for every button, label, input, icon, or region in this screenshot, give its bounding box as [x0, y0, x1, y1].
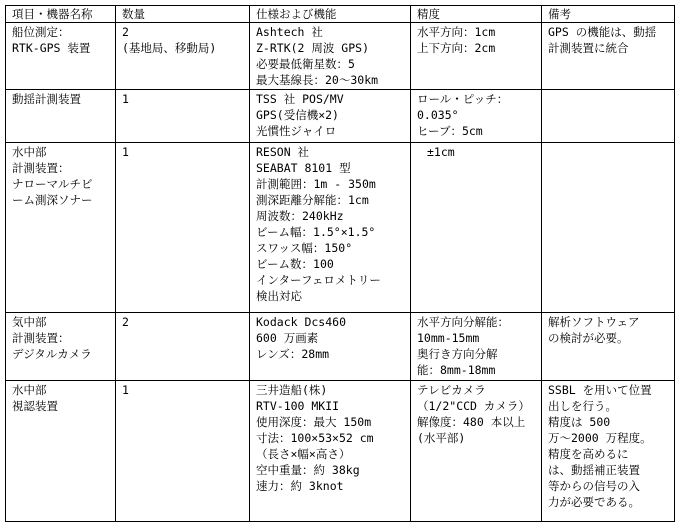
cell-item	[6, 23, 116, 90]
cell-line: インターフェロメトリー	[256, 273, 381, 287]
table-header-row	[6, 6, 675, 23]
cell-line: 光慣性ジャイロ	[256, 124, 337, 138]
cell-line: 気中部	[12, 315, 47, 329]
cell-line: 水平方向分解能：	[417, 315, 509, 329]
cell-line: （1/2"CCD カメラ）	[417, 399, 530, 413]
cell-quantity	[116, 143, 250, 313]
cell-line: ーム測深ソナー	[12, 193, 93, 207]
cell-line: Ashtech 社	[256, 25, 323, 39]
cell-line: 必要最低衛星数：5	[256, 57, 355, 71]
cell-line: 水平方向：1cm	[417, 25, 496, 39]
table-row-motion-sensor	[6, 90, 675, 143]
cell-line: 使用深度：最大 150m	[256, 415, 372, 429]
cell-line: 計測装置：	[12, 161, 70, 175]
cell-accuracy	[411, 143, 542, 313]
cell-spec	[250, 23, 411, 90]
header-quantity: 数量	[116, 6, 250, 23]
cell-line: ビーム数：100	[256, 257, 334, 271]
cell-line: 水中部	[12, 145, 47, 159]
cell-line: ヒーブ：5cm	[417, 124, 483, 138]
cell-line: RESON 社	[256, 145, 310, 159]
cell-item	[6, 143, 116, 313]
cell-quantity	[116, 313, 250, 381]
cell-line: 上下方向：2cm	[417, 41, 496, 55]
cell-line: (基地局、移動局)	[122, 41, 217, 55]
cell-notes	[542, 90, 675, 143]
cell-line: 計測装置に統合	[548, 41, 629, 55]
cell-line: RTV-100 MKII	[256, 399, 340, 413]
cell-line: 1	[122, 145, 129, 159]
cell-line: ビーム幅：1.5°×1.5°	[256, 225, 376, 239]
cell-accuracy	[411, 381, 542, 522]
cell-spec	[250, 313, 411, 381]
header-accuracy: 精度	[411, 6, 542, 23]
cell-line: 精度は 500	[548, 415, 611, 429]
cell-line: RTK-GPS 装置	[12, 41, 91, 55]
header-spec: 仕様および機能	[250, 6, 411, 23]
cell-line: 計測装置：	[12, 331, 70, 345]
cell-line: 1	[122, 383, 129, 397]
cell-spec	[250, 381, 411, 522]
table-row-rov	[6, 381, 675, 522]
cell-line: 周波数：240kHz	[256, 209, 344, 223]
cell-line: の検討が必要。	[548, 331, 629, 345]
cell-line: 動揺計測装置	[12, 92, 81, 106]
cell-line: GPS(受信機×2)	[256, 108, 339, 122]
cell-spec	[250, 143, 411, 313]
cell-line: 空中重量：約 38kg	[256, 463, 360, 477]
cell-line: 1	[122, 92, 129, 106]
table-row-rtk-gps	[6, 23, 675, 90]
cell-line: 解像度：480 本以上	[417, 415, 526, 429]
cell-line: （長さ×幅×高さ）	[256, 447, 351, 461]
cell-line: 2	[122, 25, 129, 39]
cell-line: 能：8mm-18mm	[417, 363, 496, 377]
cell-line: 船位測定：	[12, 25, 70, 39]
cell-line: テレビカメラ	[417, 383, 486, 397]
cell-line: 10mm-15mm	[417, 331, 480, 345]
cell-line: SEABAT 8101 型	[256, 161, 351, 175]
cell-line: 解析ソフトウェア	[548, 315, 640, 329]
cell-accuracy	[411, 313, 542, 381]
cell-line: 精度を高めるに	[548, 447, 629, 461]
cell-notes	[542, 313, 675, 381]
cell-line: ±1cm	[427, 145, 455, 159]
cell-line: (水平部)	[417, 431, 466, 445]
cell-line: Kodack Dcs460	[256, 315, 347, 329]
cell-line: レンズ：28mm	[256, 347, 330, 361]
cell-line: ナローマルチビ	[12, 177, 93, 191]
cell-accuracy	[411, 23, 542, 90]
cell-accuracy	[411, 90, 542, 143]
cell-line: 2	[122, 315, 129, 329]
cell-spec	[250, 90, 411, 143]
cell-line: 力が必要である。	[548, 495, 640, 509]
cell-line: 三井造船(株)	[256, 383, 328, 397]
table-row-digital-camera	[6, 313, 675, 381]
cell-line: は、動揺補正装置	[548, 463, 640, 477]
header-notes: 備考	[542, 6, 675, 23]
cell-line: SSBL を用いて位置	[548, 383, 652, 397]
cell-line: スワッス幅：150°	[256, 241, 353, 255]
cell-notes	[542, 23, 675, 90]
cell-line: 水中部	[12, 383, 47, 397]
equipment-spec-table	[5, 5, 675, 522]
cell-line: 出しを行う。	[548, 399, 617, 413]
cell-line: 寸法：100×53×52 cm	[256, 431, 374, 445]
cell-line: 等からの信号の入	[548, 479, 640, 493]
cell-line: 0.035°	[417, 108, 459, 122]
cell-quantity	[116, 90, 250, 143]
cell-line: 万～2000 万程度。	[548, 431, 652, 445]
cell-item	[6, 90, 116, 143]
cell-line: ロール・ピッチ：	[417, 92, 509, 106]
cell-quantity	[116, 381, 250, 522]
cell-item	[6, 313, 116, 381]
cell-line: デジタルカメラ	[12, 347, 92, 361]
cell-notes	[542, 381, 675, 522]
table-row-multibeam-sonar	[6, 143, 675, 313]
cell-line: 視認装置	[12, 399, 58, 413]
cell-line: 測深距離分解能：1cm	[256, 193, 369, 207]
cell-line: 速力：約 3knot	[256, 479, 344, 493]
cell-line: GPS の機能は、動揺	[548, 25, 657, 39]
cell-line: TSS 社 POS/MV	[256, 92, 344, 106]
cell-notes	[542, 143, 675, 313]
cell-line: 計測範囲：1m - 350m	[256, 177, 376, 191]
cell-quantity	[116, 23, 250, 90]
cell-line: 検出対応	[256, 289, 302, 303]
cell-line: 最大基線長：20～30km	[256, 73, 379, 87]
cell-item	[6, 381, 116, 522]
cell-line: Z-RTK(2 周波 GPS)	[256, 41, 370, 55]
cell-line: 奥行き方向分解	[417, 347, 498, 361]
cell-line: 600 万画素	[256, 331, 319, 345]
header-item: 項目・機器名称	[6, 6, 116, 23]
